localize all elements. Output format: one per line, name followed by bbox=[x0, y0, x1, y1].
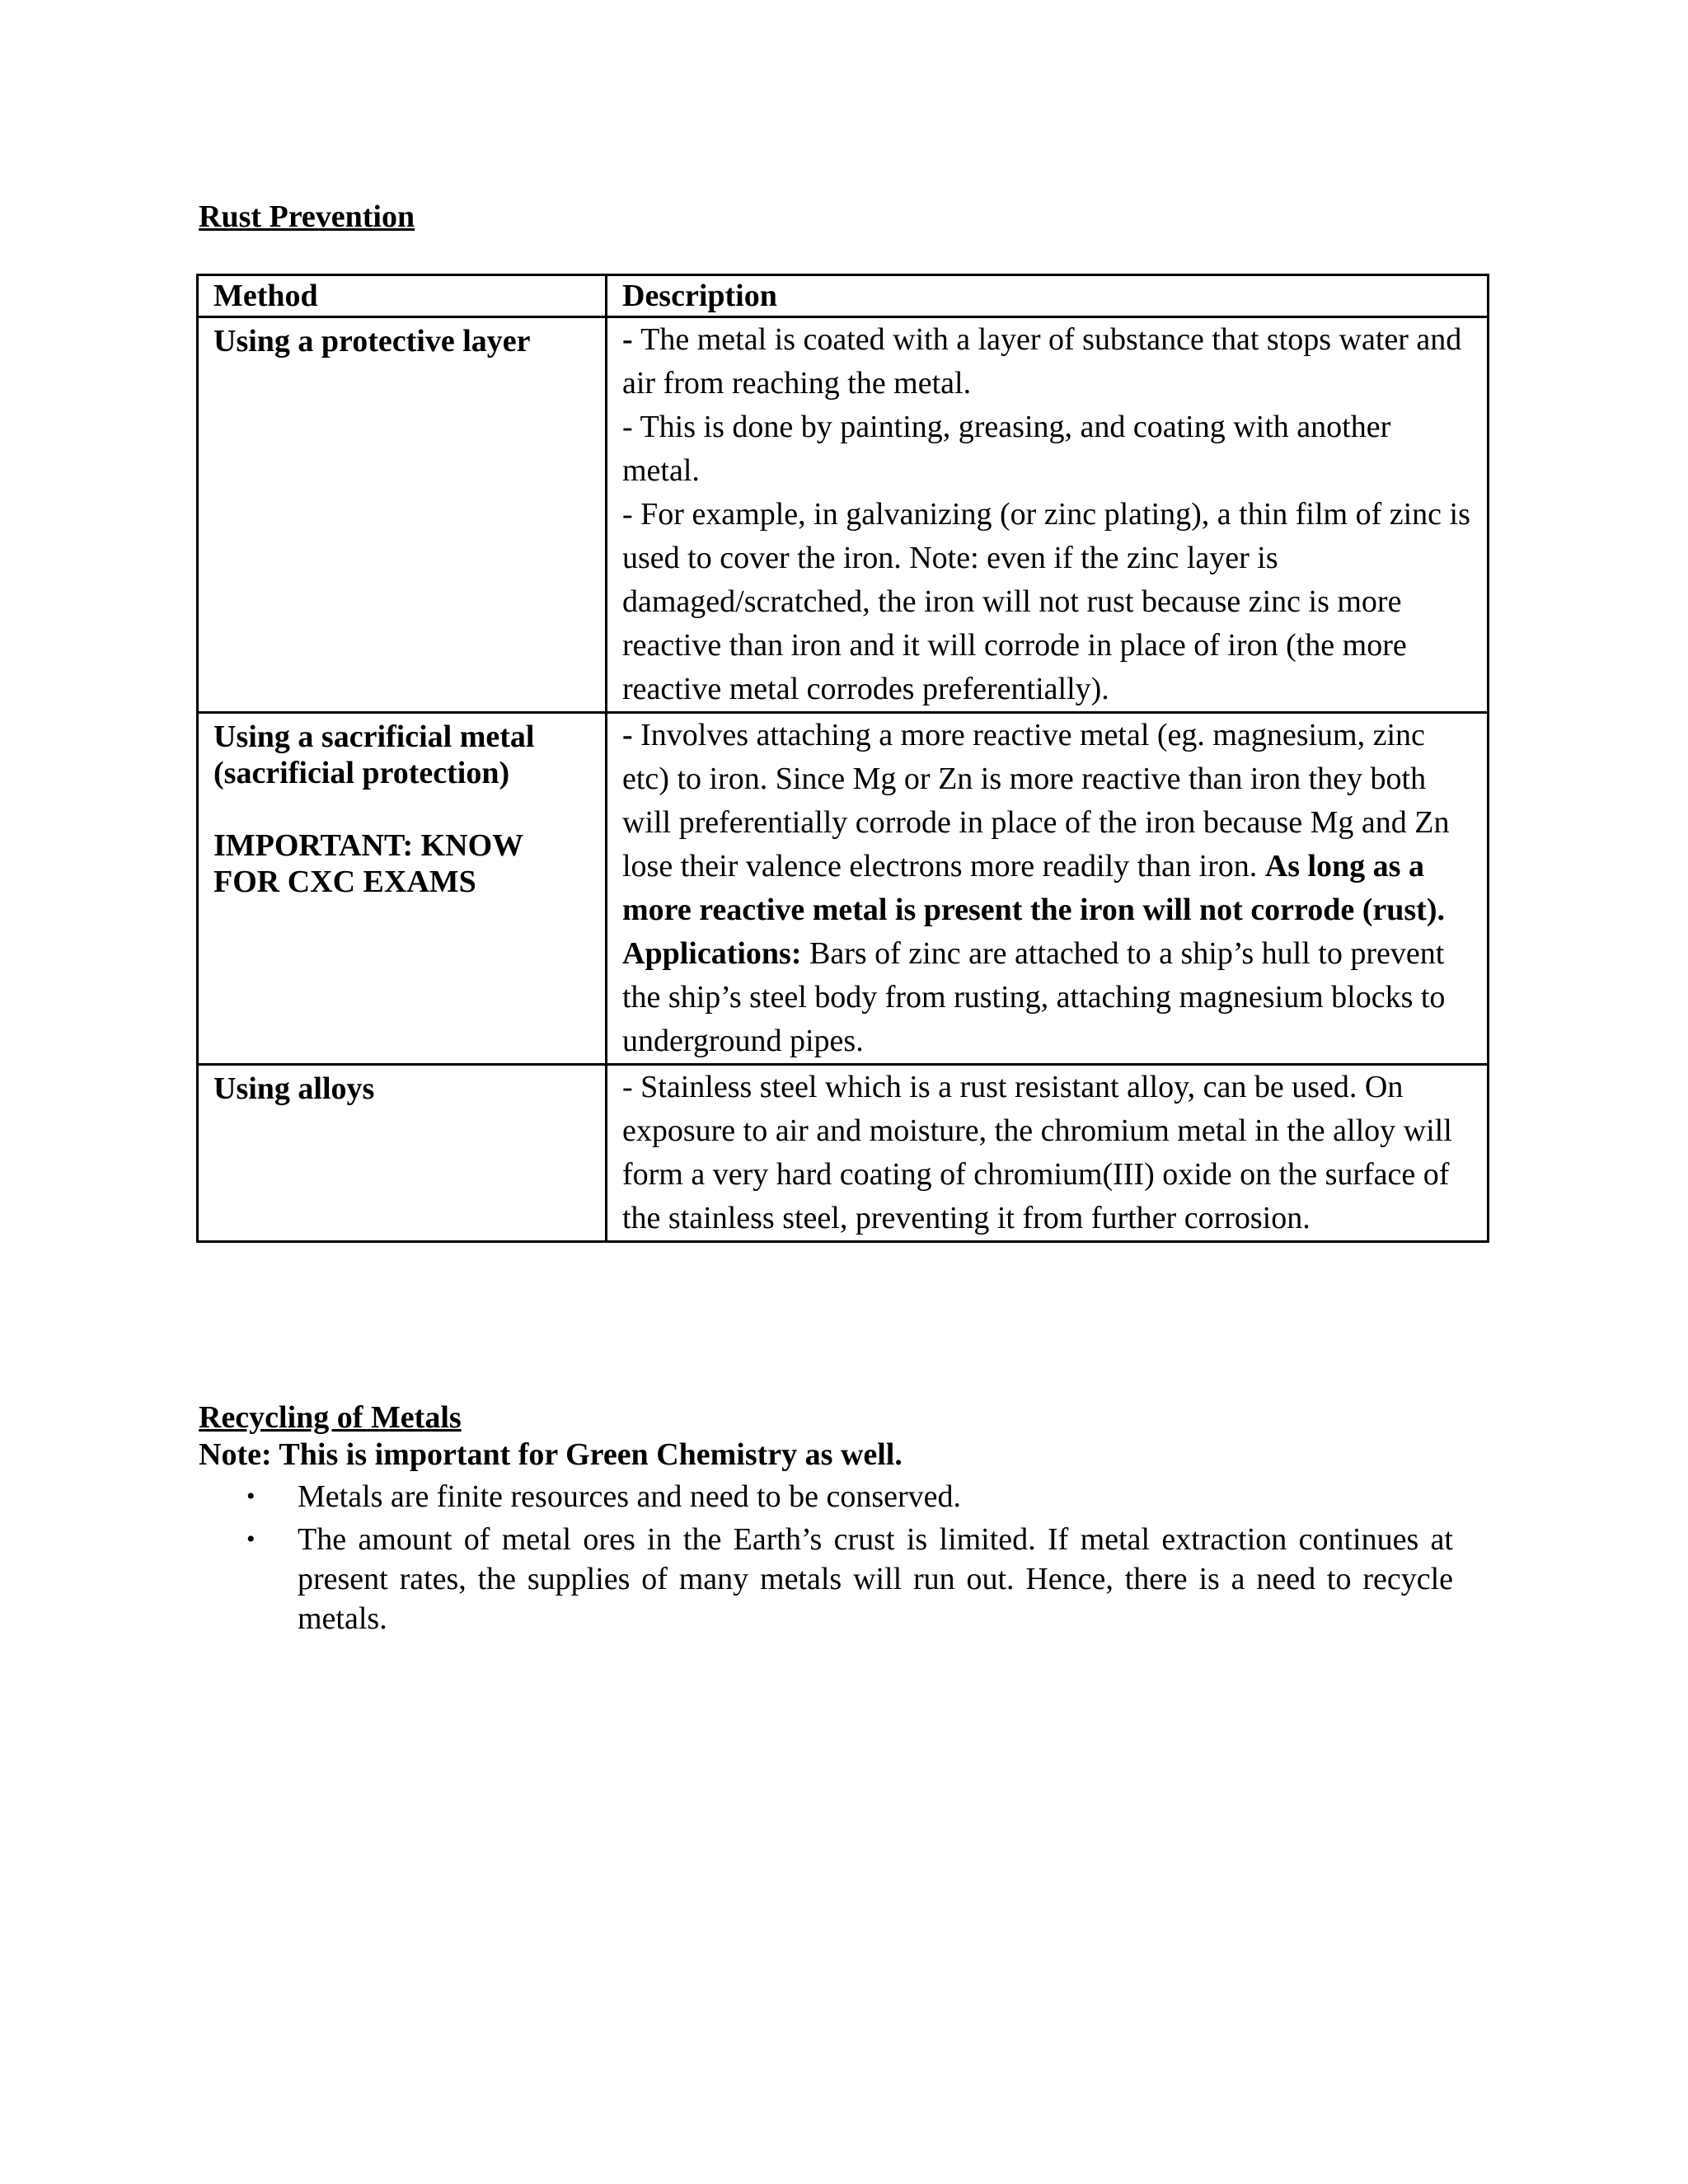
table-row bbox=[198, 317, 1489, 713]
description-paragraph: - For example, in galvanizing (or zinc plating), a thin film of zinc is used to cover the iron. Note: even if the zinc layer is damaged/scratched, the iron will not rust because zinc is more reactive than iron and it will corrode in place of iron (the more reactive metal corrodes preferentially). bbox=[622, 497, 1470, 706]
table-row bbox=[198, 713, 1489, 1065]
description-text: The metal is coated with a layer of substance that stops water and air from reaching the metal. bbox=[622, 322, 1462, 401]
method-sacrificial-metal bbox=[198, 713, 607, 1065]
description-paragraph bbox=[622, 318, 1472, 405]
list-item bbox=[199, 1477, 1453, 1516]
description-alloys bbox=[607, 1065, 1489, 1242]
list-item-text: The amount of metal ores in the Earth’s crust is limited. If metal extraction continues at present rates, the supplies of many metals will run out. Hence, there is a need to recycle metals. bbox=[298, 1522, 1453, 1636]
description-paragraph bbox=[622, 932, 1472, 1063]
rust-prevention-table bbox=[196, 274, 1489, 1243]
method-line: Using a sacrificial metal bbox=[213, 719, 535, 754]
recycling-bullet-list bbox=[199, 1477, 1453, 1642]
description-paragraph bbox=[622, 714, 1472, 932]
table-row bbox=[198, 1065, 1489, 1242]
method-column-header: Method bbox=[198, 275, 607, 317]
description-paragraph: - Stainless steel which is a rust resistant alloy, can be used. On exposure to air and moisture, the chromium metal in the alloy will form a very hard coating of chromium(III) oxide on the surface of the stainless steel, preventing it from further corrosion. bbox=[622, 1070, 1452, 1235]
bold-dash: - bbox=[622, 322, 641, 357]
bullet-icon: • bbox=[246, 1483, 256, 1510]
applications-label: Applications: bbox=[622, 936, 802, 971]
recycling-heading: Recycling of Metals bbox=[199, 1400, 462, 1435]
list-item bbox=[199, 1520, 1453, 1638]
method-line: (sacrificial protection) bbox=[213, 756, 510, 790]
description-column-header: Description bbox=[607, 275, 1489, 317]
description-text: Involves attaching a more reactive metal (eg. magnesium, zinc etc) to iron. Since Mg or Zn is more reactive than iron they both will preferentially corrode in place of the iron because Mg and Zn lose their valence electrons more readily than iron. bbox=[622, 718, 1450, 883]
important-note: IMPORTANT: KNOW FOR CXC EXAMS bbox=[213, 828, 523, 899]
applications-text: Bars of zinc are attached to a ship’s hull to prevent the ship’s steel body from rusting, attaching magnesium blocks to underground pipes. bbox=[622, 936, 1446, 1058]
method-alloys: Using alloys bbox=[198, 1065, 607, 1242]
bold-dash: - bbox=[622, 718, 641, 752]
description-protective-layer bbox=[607, 317, 1489, 713]
table-header-row bbox=[198, 275, 1489, 317]
green-chemistry-note: Note: This is important for Green Chemistry as well. bbox=[199, 1437, 903, 1472]
description-bold-text: As long as a more reactive metal is present the iron will not corrode (rust). bbox=[622, 849, 1445, 927]
description-sacrificial-metal bbox=[607, 713, 1489, 1065]
bullet-icon: • bbox=[246, 1526, 256, 1553]
rust-prevention-heading: Rust Prevention bbox=[199, 199, 415, 234]
method-protective-layer: Using a protective layer bbox=[198, 317, 607, 713]
description-paragraph: - This is done by painting, greasing, and coating with another metal. bbox=[622, 410, 1391, 488]
list-item-text: Metals are finite resources and need to be conserved. bbox=[298, 1479, 962, 1514]
